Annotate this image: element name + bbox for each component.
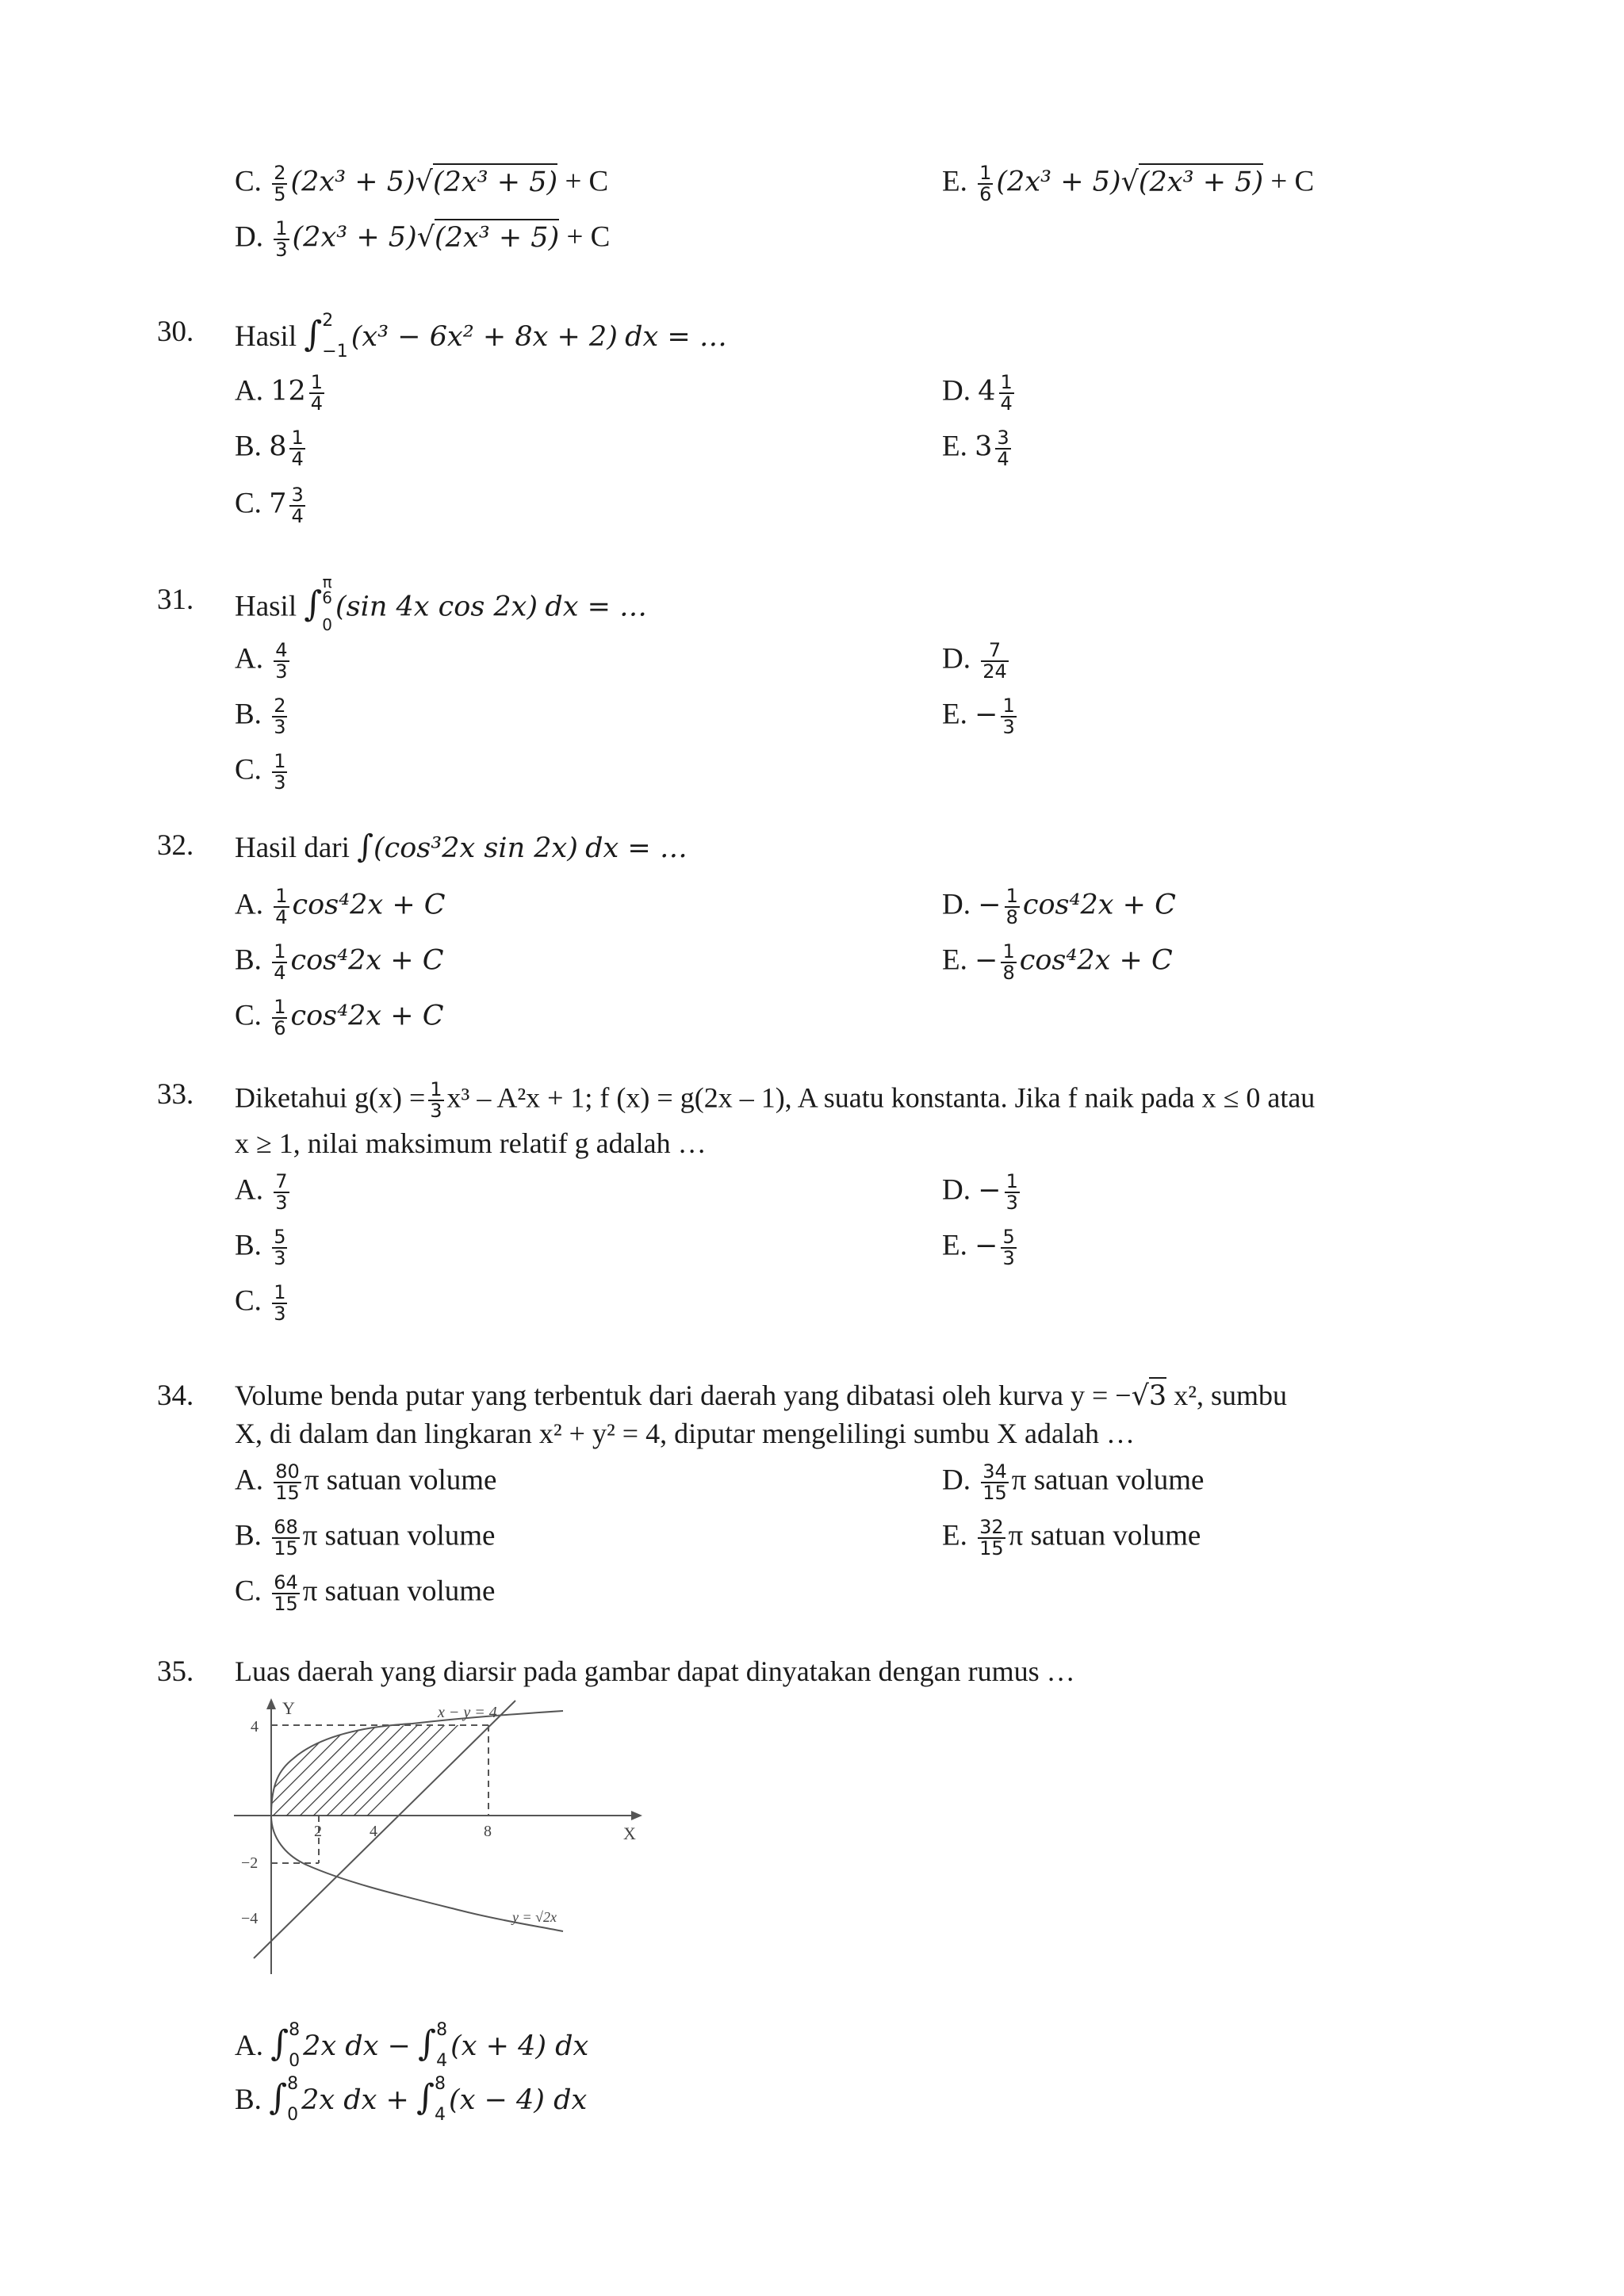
q31-option-b: B. $\frac{2}{3}$ <box>235 695 286 739</box>
q35-stem: Luas daerah yang diarsir pada gambar dapat dinyatakan dengan rumus … <box>235 1655 1075 1687</box>
q33-option-c: C. $\frac{1}{3}$ <box>235 1281 286 1326</box>
q34-number: 34. <box>157 1380 194 1412</box>
fraction: $\frac{2}{5}$ <box>274 162 286 206</box>
q35-figure <box>230 1697 658 1982</box>
q33-option-b: B. $\frac{5}{3}$ <box>235 1226 286 1270</box>
y-tick-4: 4 <box>251 1718 259 1735</box>
option-letter: D. <box>235 220 263 254</box>
y-axis-label: Y <box>282 1698 295 1718</box>
q30-option-b: B. 8 $\frac{1}{4}$ <box>235 427 304 471</box>
shaded-region <box>271 1725 488 1816</box>
q30-number: 30. <box>157 316 194 348</box>
q34-stem-line2: X, di dalam dan lingkaran x² + y² = 4, diputar mengelilingi sumbu X adalah … <box>235 1418 1135 1449</box>
q33-stem-line1: Diketahui g(x) = $\frac{1}{3}$ x³ – A²x + 1; f (x) = g(2x – 1), A suatu konstanta. Jika f naik pada x ≤ 0 atau <box>235 1078 1316 1123</box>
q29-option-e: E. $\frac{1}{6}$ (2x³ + 5)√(2x³ + 5) + C <box>942 162 1315 206</box>
x-tick-2: 2 <box>314 1823 322 1840</box>
option-letter: C. <box>235 165 262 198</box>
q33-number: 33. <box>157 1078 194 1111</box>
fraction: $\frac{1}{3}$ <box>275 217 288 262</box>
y-tick-neg2: −2 <box>241 1854 259 1872</box>
x-tick-8: 8 <box>484 1823 492 1840</box>
q32-option-e: E. − $\frac{1}{8}$ cos⁴2x + C <box>942 940 1173 985</box>
q34-option-e: E. $\frac{32}{15}$ π satuan volume <box>942 1516 1201 1560</box>
q31-stem: Hasil ∫ π 6 0 (sin 4x cos 2x) dx = … <box>235 572 648 634</box>
q30-option-d: D. 4 $\frac{1}{4}$ <box>942 371 1013 415</box>
q30-stem: Hasil ∫ 2 −1 (x³ − 6x² + 8x + 2) dx = … <box>235 311 727 362</box>
q32-option-b: B. $\frac{1}{4}$ cos⁴2x + C <box>235 940 444 985</box>
q30-option-e: E. 3 $\frac{3}{4}$ <box>942 427 1009 471</box>
q34-option-b: B. $\frac{68}{15}$ π satuan volume <box>235 1516 496 1560</box>
line-label: x − y = 4 <box>438 1704 497 1721</box>
x-tick-4: 4 <box>370 1823 377 1840</box>
q29-option-d: D. $\frac{1}{3}$ (2x³ + 5)√(2x³ + 5) + C <box>235 217 611 262</box>
q31-option-d: D. $\frac{7}{24}$ <box>942 639 1007 683</box>
q34-option-c: C. $\frac{64}{15}$ π satuan volume <box>235 1571 496 1616</box>
q31-option-e: E. − $\frac{1}{3}$ <box>942 695 1015 739</box>
q34-option-d: D. $\frac{34}{15}$ π satuan volume <box>942 1460 1205 1505</box>
q31-option-a: A. $\frac{4}{3}$ <box>235 639 288 683</box>
q33-option-d: D. − $\frac{1}{3}$ <box>942 1170 1018 1215</box>
q34-option-a: A. $\frac{80}{15}$ π satuan volume <box>235 1460 497 1505</box>
q35-number: 35. <box>157 1655 194 1688</box>
q33-option-a: A. $\frac{7}{3}$ <box>235 1170 288 1215</box>
q35-option-a: A. ∫ 8 0 2x dx − ∫ 8 4 (x + 4) dx <box>235 2020 589 2071</box>
q30-option-a: A. 12 $\frac{1}{4}$ <box>235 371 324 415</box>
x-axis-label: X <box>623 1823 636 1843</box>
q32-option-d: D. − $\frac{1}{8}$ cos⁴2x + C <box>942 885 1176 929</box>
q32-option-c: C. $\frac{1}{6}$ cos⁴2x + C <box>235 996 444 1040</box>
q33-stem-line2: x ≥ 1, nilai maksimum relatif g adalah … <box>235 1127 707 1159</box>
y-tick-neg4: −4 <box>241 1910 259 1927</box>
q31-number: 31. <box>157 584 194 616</box>
q29-option-c: C. $\frac{2}{5}$ (2x³ + 5)√(2x³ + 5) + C <box>235 162 609 206</box>
q31-option-c: C. $\frac{1}{3}$ <box>235 750 286 794</box>
q30-option-c: C. 7 $\frac{3}{4}$ <box>235 484 304 528</box>
option-letter: E. <box>942 165 967 198</box>
q32-number: 32. <box>157 829 194 862</box>
q32-stem: Hasil dari ∫(cos³2x sin 2x) dx = … <box>235 828 688 865</box>
curve-label: y = √2x <box>512 1909 557 1925</box>
q33-option-e: E. − $\frac{5}{3}$ <box>942 1226 1015 1270</box>
q34-stem-line1: Volume benda putar yang terbentuk dari daerah yang dibatasi oleh kurva y = −√3 x², sumbu <box>235 1381 1287 1410</box>
q32-option-a: A. $\frac{1}{4}$ cos⁴2x + C <box>235 885 446 929</box>
q35-option-b: B. ∫ 8 0 2x dx + ∫ 8 4 (x − 4) dx <box>235 2074 588 2125</box>
fraction: $\frac{1}{6}$ <box>979 162 992 206</box>
